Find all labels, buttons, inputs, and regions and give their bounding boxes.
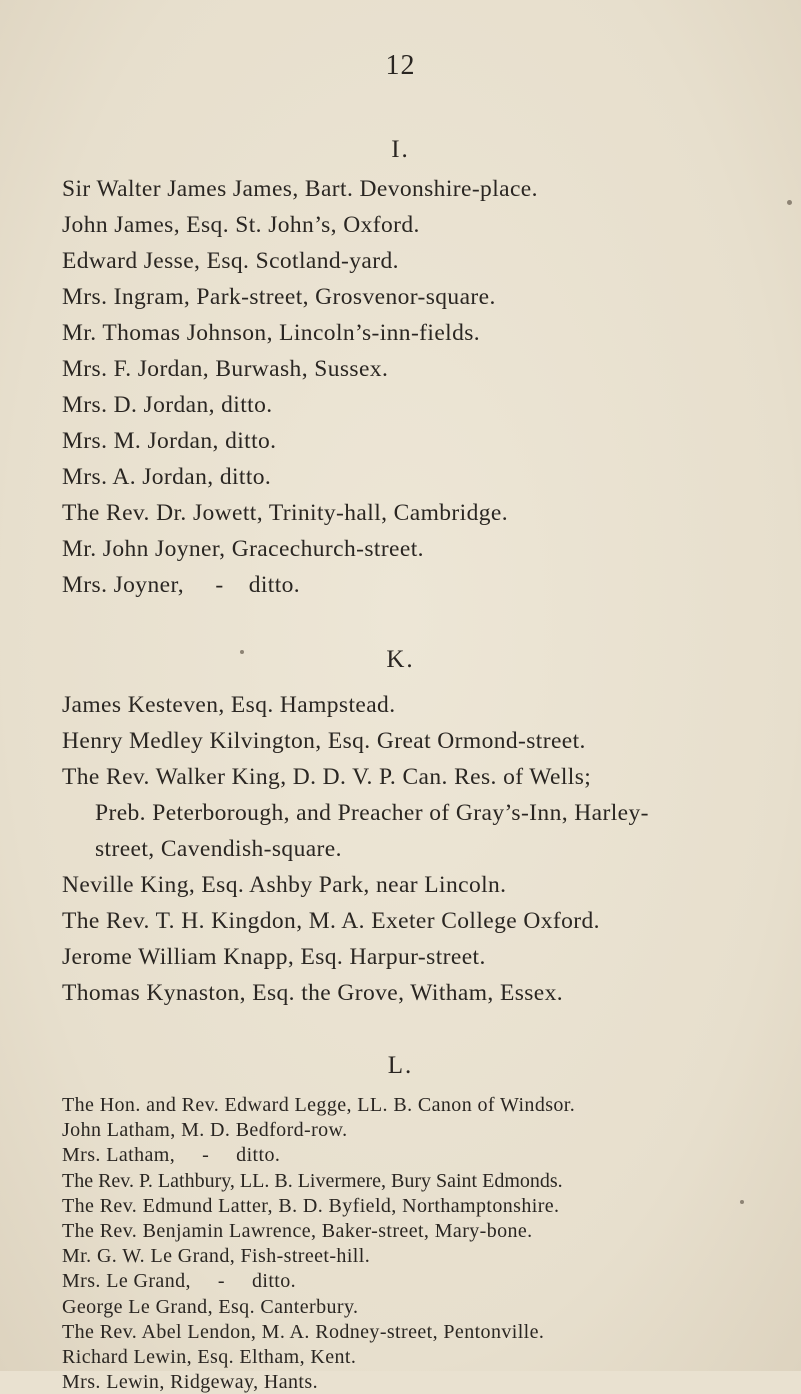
list-item-continuation: Preb. Peterborough, and Preacher of Gray’s-Inn, Harley- [95, 800, 649, 826]
list-item: Mrs. M. Jordan, ditto. [62, 428, 277, 454]
list-item: Henry Medley Kilvington, Esq. Great Ormond-street. [62, 728, 586, 754]
list-item: Edward Jesse, Esq. Scotland-yard. [62, 248, 399, 274]
list-item: Mr. John Joyner, Gracechurch-street. [62, 536, 424, 562]
list-item: Mrs. D. Jordan, ditto. [62, 392, 273, 418]
list-item: Richard Lewin, Esq. Eltham, Kent. [62, 1346, 357, 1368]
list-item: The Rev. Edmund Latter, B. D. Byfield, Northamptonshire. [62, 1194, 560, 1217]
list-item: John Latham, M. D. Bedford-row. [62, 1119, 348, 1142]
list-item: The Hon. and Rev. Edward Legge, LL. B. Canon of Windsor. [62, 1094, 576, 1116]
list-item: Mrs. F. Jordan, Burwash, Sussex. [62, 356, 389, 382]
list-item: Sir Walter James James, Bart. Devonshire-place. [62, 176, 538, 202]
list-item: Mrs. Lewin, Ridgeway, Hants. [62, 1371, 318, 1394]
list-item: Mrs. Joyner, - ditto. [62, 572, 301, 598]
list-item: John James, Esq. St. John’s, Oxford. [62, 212, 420, 238]
list-item: The Rev. Dr. Jowett, Trinity-hall, Cambridge. [62, 500, 508, 526]
list-item: The Rev. P. Lathbury, LL. B. Livermere, Bury Saint Edmonds. [62, 1169, 563, 1192]
list-item: Mrs. Le Grand, - ditto. [62, 1270, 297, 1293]
list-item: George Le Grand, Esq. Canterbury. [62, 1295, 359, 1318]
list-item: Jerome William Knapp, Esq. Harpur-street. [62, 944, 486, 970]
section-heading-k: K. [386, 646, 415, 673]
list-item: The Rev. Abel Lendon, M. A. Rodney-street, Pentonville. [62, 1320, 545, 1343]
paper-speck [787, 200, 792, 205]
list-item: Mrs. A. Jordan, ditto. [62, 464, 272, 490]
list-item: Mr. G. W. Le Grand, Fish-street-hill. [62, 1245, 371, 1268]
list-item: Mr. Thomas Johnson, Lincoln’s-inn-fields. [62, 320, 481, 346]
section-heading-i: I. [391, 136, 410, 163]
paper-speck [740, 1200, 744, 1204]
list-item: James Kesteven, Esq. Hampstead. [62, 692, 396, 718]
list-item: Mrs. Ingram, Park-street, Grosvenor-square. [62, 284, 496, 310]
list-item: The Rev. Benjamin Lawrence, Baker-street, Mary-bone. [62, 1220, 533, 1242]
section-heading-l: L. [387, 1052, 414, 1079]
list-item: Neville King, Esq. Ashby Park, near Lincoln. [62, 872, 507, 898]
list-item: Mrs. Latham, - ditto. [62, 1144, 281, 1167]
list-item: The Rev. T. H. Kingdon, M. A. Exeter College Oxford. [62, 908, 600, 934]
page-number: 12 [385, 50, 416, 81]
paper-speck [240, 650, 244, 654]
list-item: Thomas Kynaston, Esq. the Grove, Witham, Essex. [62, 980, 564, 1006]
list-item-continuation: street, Cavendish-square. [95, 836, 342, 862]
list-item: The Rev. Walker King, D. D. V. P. Can. Res. of Wells; [62, 764, 592, 790]
